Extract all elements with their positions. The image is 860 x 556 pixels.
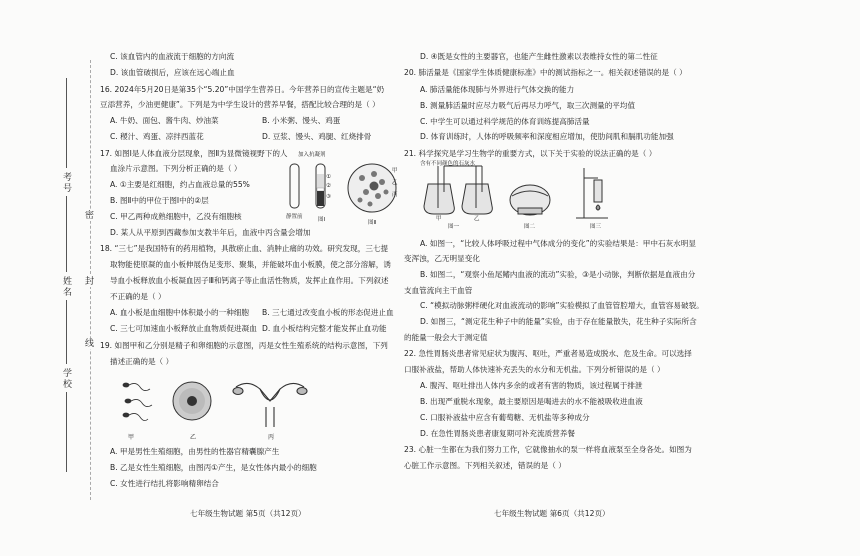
q18-option-c: C. 三七可加速血小板释放止血物质促进凝血 [110, 324, 257, 333]
xuexiao-label: 学校 [61, 368, 71, 390]
q22-option-d: D. 在急性胃肠炎患者康复期可补充流质营养餐 [420, 429, 575, 438]
peanut-burning-setup [576, 168, 608, 218]
q21-option-d-1: D. 如图三，“测定花生种子中的能量”实验，由于存在能量散失，花生种子实际所含 [420, 317, 697, 326]
q21-option-c: C. “模拟动脉粥样硬化对血液流动的影响”实验模拟了血管管腔增大，血管容易破裂。 [420, 301, 704, 310]
q16-stem-2: 豆添营养，少油更健康”。下列是为中学生设计的营养早餐，搭配比较合理的是（ ） [100, 100, 380, 109]
q17-fig-cap2: 图Ⅱ [368, 220, 377, 226]
q17-stem-2: 血涂片示意图。下列分析正确的是（ ） [110, 164, 242, 173]
q16-option-d: D. 豆浆、馒头、鸡腿、红烧排骨 [262, 132, 372, 141]
q19-stem-2: 描述正确的是（ ） [110, 357, 174, 366]
q19-fig-bing: 丙 [268, 434, 275, 441]
fish-tail-setup [510, 185, 550, 215]
q18-stem-1: 18. “三七”是我国特有的药用植物，具散瘀止血、消肿止痛的功效。研究发现，三七提 [100, 244, 389, 253]
test-tube-1 [290, 164, 299, 208]
q23-stem-1: 23. 心脏一生都在为我们努力工作，它就像抽水的泵一样将血液泵至全身各处。如图为 [404, 445, 692, 454]
xuexiao-line-2 [66, 392, 67, 472]
q22-option-c: C. 口服补液盐中应含有葡萄糖、无机盐等多种成分 [420, 413, 590, 422]
q20-option-d: D. 体育训练时，人体的呼吸频率和深度相应增加，使肋间肌和膈肌功能加强 [420, 132, 674, 141]
q17-stem-1: 17. 如图Ⅰ是人体血液分层现象，图Ⅱ为显微镜视野下的人 [100, 149, 288, 158]
kaohao-label: 考号 [61, 172, 71, 194]
q17-fig-cap1: 图Ⅰ [318, 217, 326, 223]
xingming-label: 姓名 [61, 276, 71, 298]
q21-figure [418, 162, 614, 230]
q16-option-c: C. 稷汁、鸡蛋、凉拌西蓝花 [110, 132, 204, 141]
right-page-footer: 七年级生物试题 第6页（共12页） [494, 509, 610, 518]
q19-fig-jia: 甲 [128, 434, 135, 441]
q17-fig-jia: 甲 [392, 168, 398, 174]
q16-option-b: B. 小米粥、馒头、鸡蛋 [262, 116, 341, 125]
q22-option-b: B. 出现严重脱水现象，最主要原因是喝进去的水不能被吸收进血液 [420, 397, 643, 406]
q21-fig-cap2: 图二 [524, 224, 536, 230]
q18-stem-2: 取物能使原凝的血小板伸展伪足变形、聚集，并能破坏血小板膜，使之部分溶解，诱 [110, 260, 391, 269]
q17-option-b: B. 图Ⅱ中的甲位于图Ⅰ中的②层 [110, 196, 209, 205]
q20-option-b: B. 测量肺活量时应尽力吸气后再尽力呼气，取三次测量的平均值 [420, 101, 636, 110]
q19-option-c: C. 女性进行结扎将影响精卵结合 [110, 479, 219, 488]
q23-stem-2: 心脏工作示意图。下列相关叙述，错误的是（ ） [404, 461, 566, 470]
q18-stem-4: 不正确的是（ ） [110, 292, 166, 301]
seal-mi: 密 [83, 210, 93, 221]
q21-fig-yi: 乙 [474, 216, 480, 222]
kaohao-line [66, 78, 67, 168]
q18-stem-3: 导血小板释放血小板凝血因子Ⅲ和钙离子等止血活性物质，发挥止血作用。下列叙述 [110, 276, 389, 285]
q17-option-c: C. 甲乙两种成熟细胞中，乙没有细胞核 [110, 212, 242, 221]
q19-stem-1: 19. 如图甲和乙分别是精子和卵细胞的示意图，丙是女性生殖系统的结构示意图，下列 [100, 341, 388, 350]
q19-option-b: B. 乙是女性生殖细胞，由图丙①产生，是女性体内最小的细胞 [110, 463, 317, 472]
q20-option-c: C. 中学生可以通过科学规范的体育训练提高肺活量 [420, 117, 590, 126]
q21-option-a-2: 变浑浊，乙无明显变化 [404, 254, 480, 263]
tube-layer-plasma [317, 174, 324, 188]
q21-option-b-2: 支血管流向主干血管 [404, 286, 473, 295]
q17-option-a: A. ①主要是红细胞，约占血液总量的55% [110, 180, 250, 189]
q17-fig-bing: 丙 [392, 192, 398, 198]
q16-stem-1: 16. 2024年5月20日是第35个“5.20”中国学生营养日。今年营养日的宣传主题是“奶 [100, 85, 385, 94]
q18-option-b: B. 三七通过改变血小板的形态促进止血 [262, 308, 394, 317]
q18-option-d: D. 血小板结构完整才能发挥止血功能 [262, 324, 387, 333]
breathing-flask-setup [424, 166, 492, 214]
q21-fig-jia: 甲 [436, 216, 442, 222]
q20-option-a: A. 肺活量能体现肺与外界进行气体交换的能力 [420, 85, 575, 94]
tube-layer-rbc [317, 191, 324, 206]
q19-option-a: A. 甲是男性生殖细胞，由男性的性器官精囊腺产生 [110, 447, 280, 456]
q15-option-d: D. 该血管破损后，应该在远心端止血 [110, 68, 235, 77]
tube-layer-buffy [317, 188, 324, 191]
q21-option-a-1: A. 如图一，“比较人体呼吸过程中气体成分的变化”的实验结果是：甲中石灰水明显 [420, 239, 696, 248]
q19-option-d: D. ④既是女性的主要器官，也能产生雌性激素以表维持女性的第二性征 [420, 52, 658, 61]
q17-fig-anticoagulant: 加入抗凝剂 [298, 152, 326, 158]
q17-fig-layer2: ② [326, 183, 331, 189]
q18-option-a: A. 血小板是血细胞中体积最小的一种细胞 [110, 308, 249, 317]
q19-figure [118, 371, 318, 433]
q17-fig-layer3: ③ [326, 194, 331, 200]
seal-xian: 线 [83, 338, 93, 349]
q21-fig-cap3: 图三 [590, 224, 602, 230]
xuexiao-line [66, 300, 67, 364]
q17-option-d: D. 某人从平原到西藏参加支教半年后，血液中丙含量会增加 [110, 228, 311, 237]
q21-option-b-1: B. 如图二，“观察小鱼尾鳍内血液的流动”实验，③是小动脉，判断依据是血液由分 [420, 270, 696, 279]
q21-stem: 21. 科学探究是学习生物学的重要方式，以下关于实验的说法正确的是（ ） [404, 149, 657, 158]
seal-feng: 封 [83, 276, 93, 287]
q15-option-c: C. 该血管内的血液流于细胞的方向流 [110, 52, 235, 61]
q19-fig-yi: 乙 [190, 434, 197, 441]
q21-fig-limewater-label: 含有不同颜色的石灰水 [420, 161, 476, 167]
q21-option-d-2: 的能量一般会大于测定值 [404, 333, 488, 342]
q16-option-a: A. 牛奶、面包、酱牛肉、炒油菜 [110, 116, 219, 125]
sperm-group [123, 383, 152, 421]
q21-fig-cap1: 图一 [448, 224, 460, 230]
q17-fig-layer1: ① [326, 174, 331, 180]
q20-stem: 20. 肺活量是《国家学生体质健康标准》中的测试指标之一。相关叙述错误的是（ ） [404, 68, 687, 77]
q17-fig-yi: 乙 [392, 180, 398, 186]
q22-stem-2: 口服补液盐，帮助人体快速补充丢失的水分和无机盐。下列分析错误的是（ ） [404, 365, 665, 374]
female-reproductive-system [233, 383, 307, 427]
q17-fig-static: 静置前 [286, 214, 303, 220]
q22-stem-1: 22. 急性胃肠炎患者常见症状为腹泻、呕吐，严重者易造成脱水、危及生命。可以选择 [404, 349, 692, 358]
left-page-footer: 七年级生物试题 第5页（共12页） [190, 509, 306, 518]
xingming-line [66, 196, 67, 272]
q22-option-a: A. 腹泻、呕吐排出人体内多余的或者有害的物质，该过程属于排泄 [420, 381, 643, 390]
